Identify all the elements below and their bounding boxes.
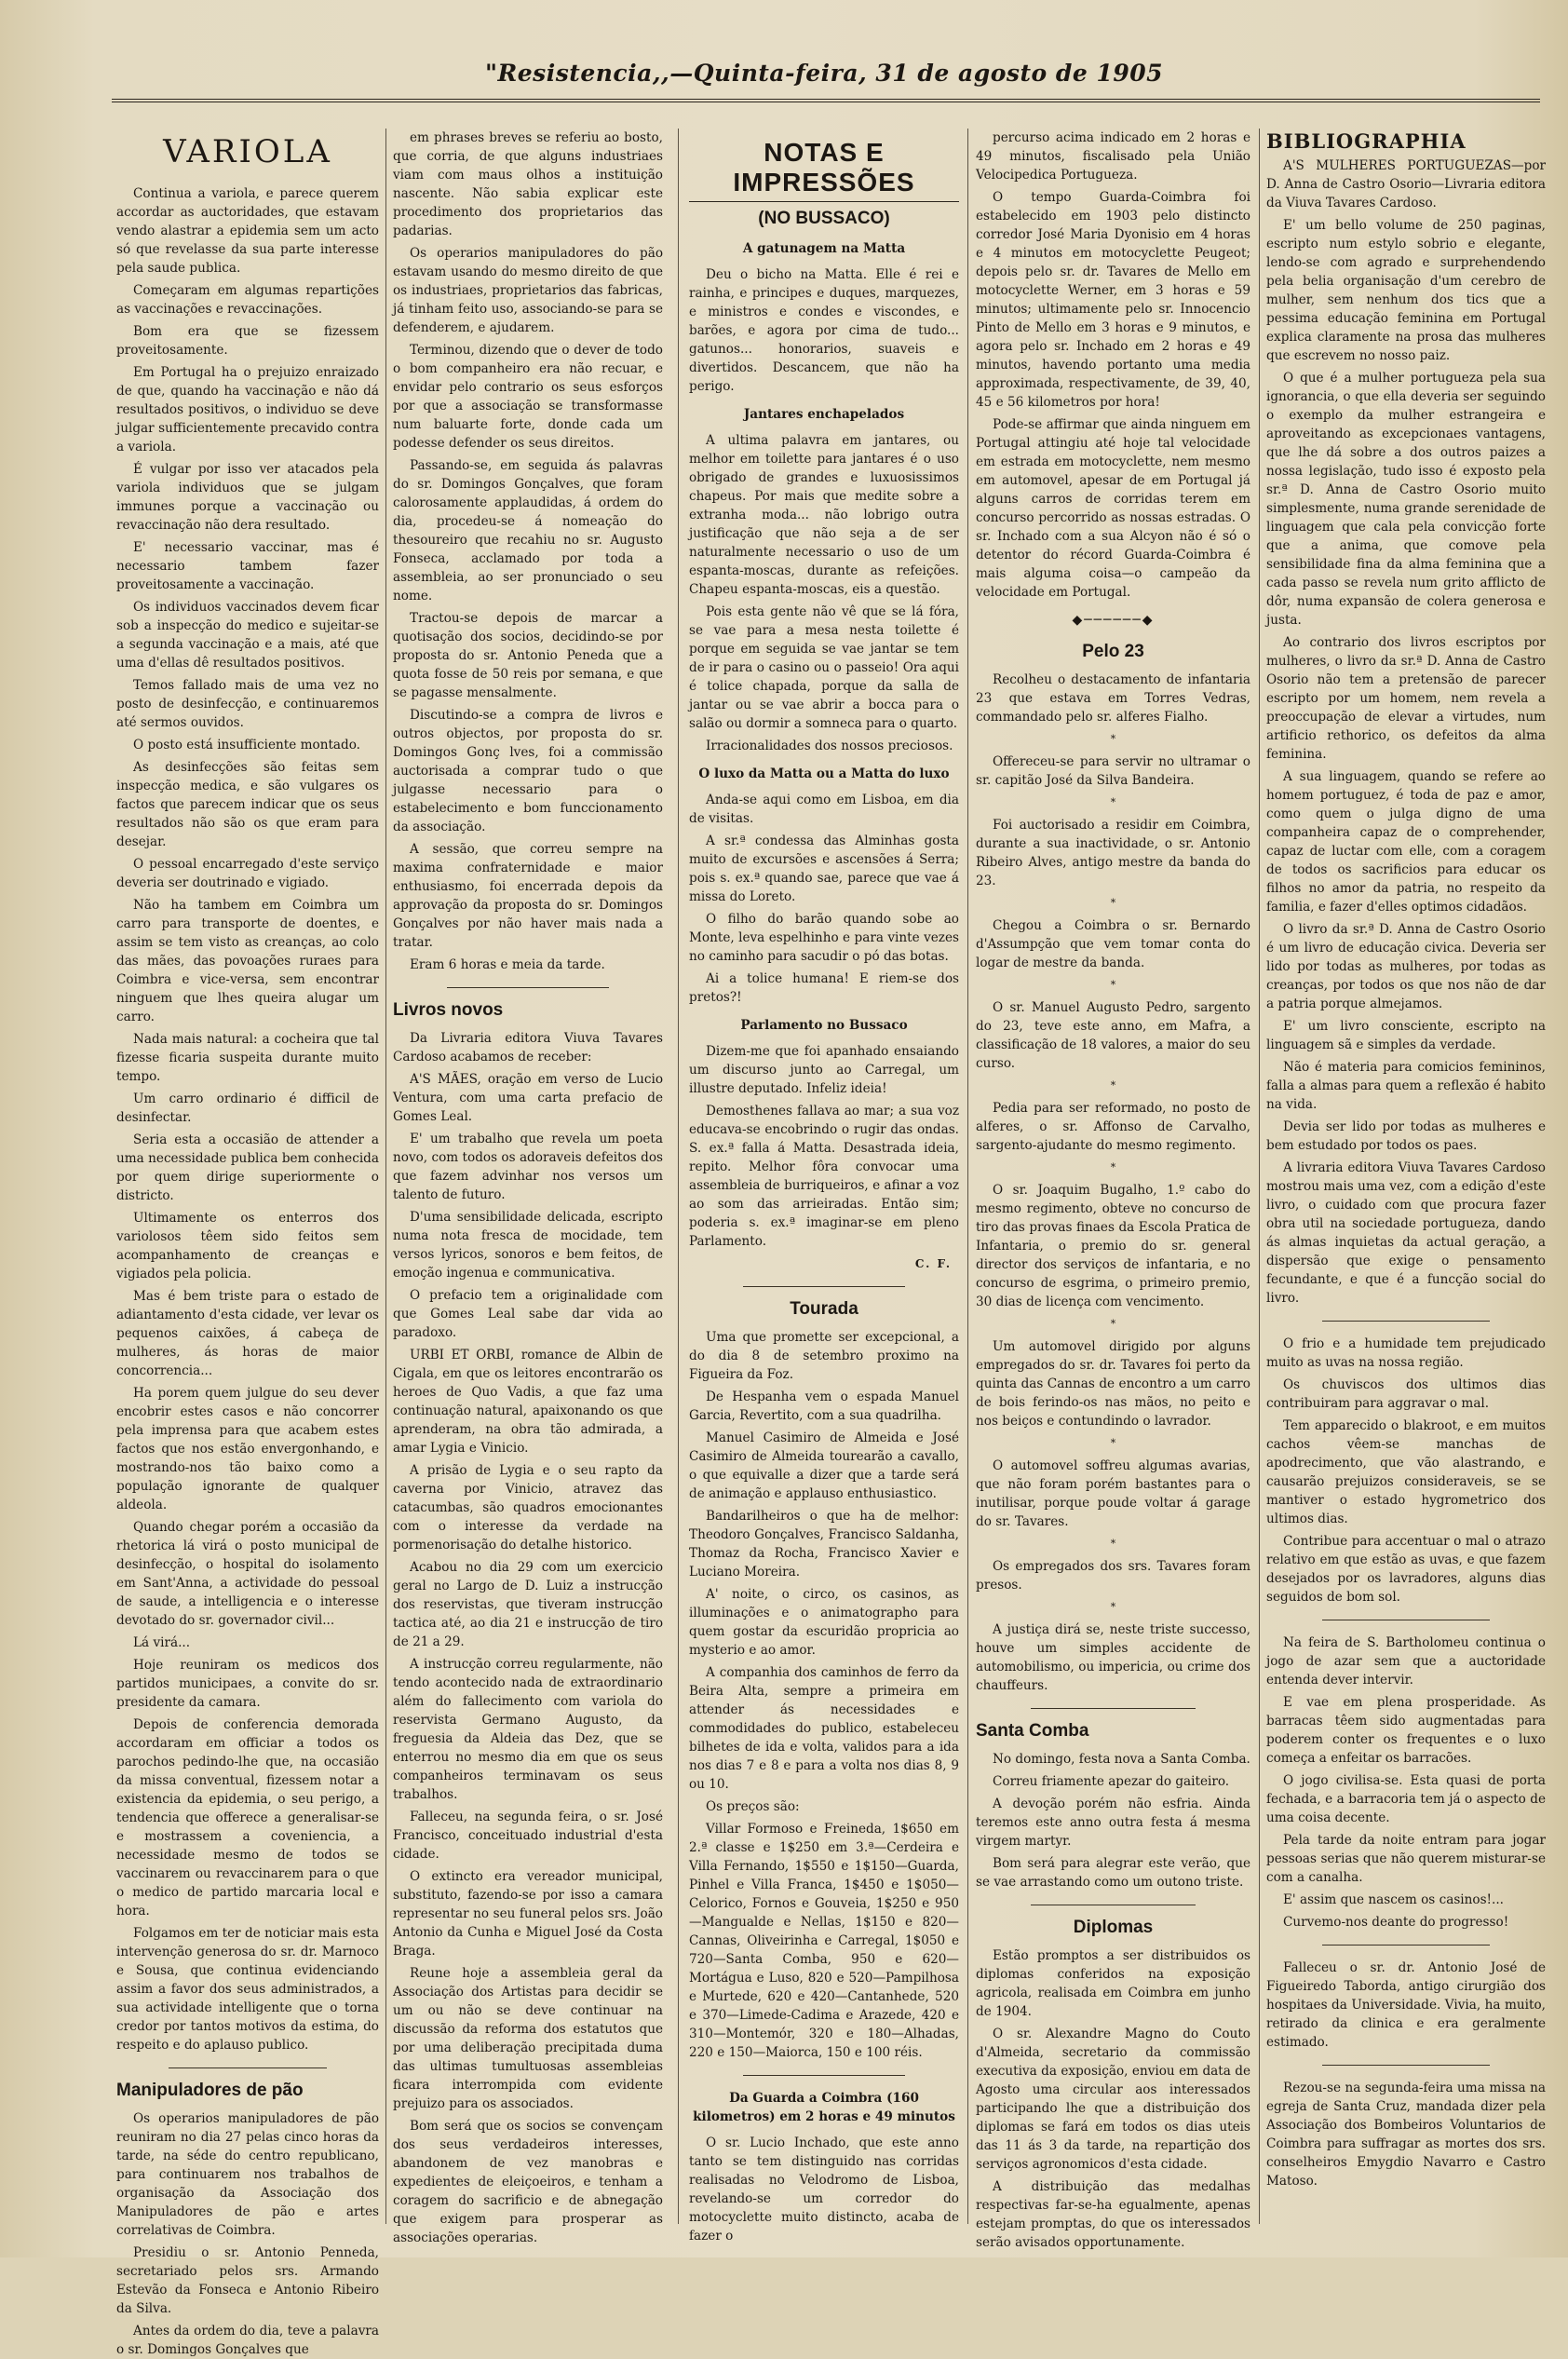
paragraph: Tractou-se depois de marcar a quotisação dos socios, decidindo-se por proposta do sr. Antonio Peneda que a quota fosse de 50 reis por semana, e que se pagasse mensalmente. — [393, 611, 663, 700]
paragraph: Pela tarde da noite entram para jogar pessoas serias que não querem misturar-se com a canalha. — [1266, 1833, 1546, 1885]
paragraph: Os individuos vaccinados devem ficar sob a inspecção do medico e sujeitar-se a segunda vaccinação e a mais, até que uma d'ellas dê resultados positivos. — [116, 600, 379, 671]
paragraph: Temos fallado mais de uma vez no posto de desinfecção, e continuaremos até sermos ouvidos. — [116, 678, 379, 730]
article-guarda-body — [689, 2134, 959, 2245]
paragraph: Offereceu-se para servir no ultramar o sr. capitão José da Silva Bandeira. — [976, 754, 1250, 788]
star-separator: * — [1110, 1079, 1116, 1091]
paragraph: Estão promptos a ser distribuidos os diplomas conferidos na exposição agricola, realisada em Coimbra em junho de 1904. — [976, 1948, 1250, 2019]
column-divider — [967, 129, 968, 2224]
paragraph: Falleceu o sr. dr. Antonio José de Figueiredo Taborda, antigo cirurgião dos hospitaes da Universidade. Vivia, ha muito, retirado da clinica e era geralmente estimado. — [1266, 1960, 1546, 2050]
paragraph: O filho do barão quando sobe ao Monte, leva espelhinho e para vinte vezes no caminho para sacudir o pó das botas. — [689, 912, 959, 964]
paragraph: O sr. Lucio Inchado, que este anno tanto se tem distinguido nas corridas realisadas no Velodromo de Lisboa, revelando-se um corredor do motocyclette muito distincto, acaba de fazer o — [689, 2135, 959, 2244]
paragraph: E' assim que nascem os casinos!... — [1283, 1892, 1504, 1907]
paragraph: A livraria editora Viuva Tavares Cardoso mostrou mais uma vez, com a edição d'este livro, o cuidado com que procura fazer obra util na sociedade portugueza, dando ás almas inquietas da actual geração, a dispersão que exige o pensamento fecundante, e que é a funcção social do livro. — [1266, 1160, 1546, 1306]
paragraph: A ultima palavra em jantares, ou melhor em toilette para jantares é o uso obrigado de grandes e luxuosissimos chapeus. Por mais que medite sobre a extranha moda... não lobrigo outra justificação que não seja a de ser naturalmente necessario o uso de um espanta-moscas, durante as refeições. Chapeu espanta-moscas, eis a questão. — [689, 433, 959, 597]
paragraph: Rezou-se na segunda-feira uma missa na egreja de Santa Cruz, mandada dizer pela Associação dos Bombeiros Voluntarios de Coimbra para suffragar as mortes dos srs. conselheiros Emygdio Navarro e Castro Matoso. — [1266, 2081, 1546, 2189]
article-title-santa-comba: Santa Comba — [976, 1721, 1089, 1741]
star-separator: * — [1110, 897, 1116, 909]
paragraph: URBI ET ORBI, romance de Albin de Cigala, em que os leitores encontrarão os heroes de Quo Vadis, a que faz uma continuação natural, apaixonando os que aprenderam, na obra tão admirada, a amar Lygia e Vinicio. — [393, 1348, 663, 1456]
paragraph: Depois de conferencia demorada accordaram em officiar a todos os parochos pedindo-lhe que, na occasião da missa conventual, fizessem notar a existencia da epidemia, o seu perigo, a tendencia que offerece a generalisar-se e mostrassem a coveniencia, a necessidade mesmo de todos se vaccinarem ou revaccinarem para o que o medico de partido marcaria local e hora. — [116, 1717, 379, 1918]
paragraph: O sr. Alexandre Magno do Couto d'Almeida, secretario da commissão executiva da exposição, enviou em data de Agosto uma circular aos interessados participando lhe que a distribuição dos diplomas se fará em todos os dias uteis das 11 ás 3 da tarde, na repartição dos serviços agronomicos d'esta cidade. — [976, 2027, 1250, 2172]
paragraph: Quando chegar porém a occasião da rhetorica lá virá o posto municipal de desinfecção, o hospital do isolamento em Sant'Anna, a actividade do pessoal de saude, a intelligencia e o interesse devotado do sr. governador civil... — [116, 1520, 379, 1628]
paragraph: Correu friamente apezar do gaiteiro. — [993, 1774, 1230, 1789]
paragraph: Dizem-me que foi apanhado ensaiando um discurso junto ao Carregal, um illustre deputado. Infeliz ideia! — [689, 1044, 959, 1096]
paragraph: em phrases breves se referiu ao bosto, que corria, de que alguns industriaes viam com maus olhos a instituição nascente. Não sabia explicar este procedimento dos proprietarios das padarias. — [393, 130, 663, 238]
paragraph: Ha porem quem julgue do seu dever encobrir estes casos e não concorrer pela imprensa para que acabem estes factos que nos estão envergonhando, e mostrando-nos tão baixo como a população ignorante de qualquer aldeola. — [116, 1386, 379, 1512]
article-manipuladores-continued — [393, 129, 663, 974]
paragraph: Eram 6 horas e meia da tarde. — [410, 957, 605, 972]
paragraph: O pessoal encarregado d'este serviço deveria ser doutrinado e vigiado. — [116, 857, 379, 890]
paragraph: O extincto era vereador municipal, substituto, fazendo-se por isso a camara representar no seu funeral pelos srs. João Antonio da Cunha e Miguel José da Costa Braga. — [393, 1869, 663, 1959]
column-5 — [1266, 129, 1546, 2252]
article-title-variola: VARIOLA — [163, 133, 332, 170]
star-separator: * — [1110, 1318, 1116, 1330]
article-pelo-23-body — [976, 671, 1250, 1695]
paragraph: Ao contrario dos livros escriptos por mulheres, o livro da sr.ª D. Anna de Castro Osorio não tem a pretensão de parecer escripto por um homem, nem revela a preoccupação de elevar a virtudes, num artificio rethorico, os defeitos da alma feminina. — [1266, 635, 1546, 762]
paragraph: Bom era que se fizessem proveitosamente. — [116, 324, 379, 358]
paragraph: Mas é bem triste para o estado de adiantamento d'esta cidade, ver levar os pequenos caixões, á cabeça de mulheres, ás horas de maior concorrencia... — [116, 1289, 379, 1378]
paragraph: Deu o bicho na Matta. Elle é rei e rainha, e principes e duques, marquezes, e ministros e condes e viscondes, e barões, e agora por cima de tudo... gatunos... honorarios, suaveis e divertidos. Descancem, que não ha perigo. — [689, 267, 959, 394]
paragraph: Curvemo-nos deante do progresso! — [1283, 1915, 1509, 1930]
article-title-notas: NOTAS E IMPRESSÕES — [689, 138, 959, 202]
paragraph: Não é materia para comicios femininos, falla a almas para quem a reflexão é habito na vida. — [1266, 1060, 1546, 1112]
paragraph: O livro da sr.ª D. Anna de Castro Osorio é um livro de educação civica. Deveria ser lido por todas as mulheres, por todas as creanças, por todos os que nos não de dar a patria porque almejamos. — [1266, 922, 1546, 1011]
paragraph: O que é a mulher portugueza pela sua ignorancia, o que ella deveria ser seguindo o exemplo da mulher estrangeira e aproveitando as excepcionaes vantagens, que lhe dá sobre a dos outros paizes a nossa legislação, tudo isso é exposto pela sr.ª D. Anna de Castro Osorio muito simplesmente, numa grande serenidade de linguagem que cala pela convicção forte que a anima, que comove pela sensibilidade fina da alma feminina que a cada passo se revela num grito afflicto de dôr, numa expansão de colera generosa e justa. — [1266, 371, 1546, 628]
article-title-pelo-23: Pelo 23 — [1082, 642, 1144, 661]
paragraph: A sessão, que correu sempre na maxima confraternidade e maior enthusiasmo, foi encerrada depois da approvação da proposta do sr. Domingos Gonçalves por não haver mais nada a tratar. — [393, 842, 663, 950]
paragraph: Os empregados dos srs. Tavares foram presos. — [976, 1559, 1250, 1593]
paragraph: Ai a tolice humana! E riem-se dos pretos?! — [689, 971, 959, 1005]
paragraph: E' um bello volume de 250 paginas, escripto num estylo sobrio e elegante, lendo-se com agrado e surprehendendo pela belia organisação d'um cerebro de mulher, sem nenhum dos tics que a pessima educação feminina em Portugal explica claramente na prosa das mulheres que escrevem no nosso paiz. — [1266, 218, 1546, 363]
paragraph: A' noite, o circo, os casinos, as illuminações e o animatographo para quem gostar da escuridão propricia ao mysterio e ao amor. — [689, 1587, 959, 1658]
paragraph: Contribue para accentuar o mal o atrazo relativo em que estão as uvas, e que fazem desejados por os lavradores, alguns dias seguidos de bom sol. — [1266, 1534, 1546, 1605]
paragraph: Uma que promette ser excepcional, a do dia 8 de setembro proximo na Figueira da Foz. — [689, 1330, 959, 1382]
article-diplomas-body — [976, 1946, 1250, 2252]
article-obituary-body — [1266, 1959, 1546, 2052]
paragraph: Os operarios manipuladores de pão reuniram no dia 27 pelas cinco horas da tarde, na séde do centro republicano, para continuarem nos trabalhos de organisação da Associação dos Manipuladores de pão e artes correlativas de Coimbra. — [116, 2111, 379, 2238]
divider — [447, 987, 609, 988]
paragraph: Bandarilheiros o que ha de melhor: Theodoro Gonçalves, Francisco Saldanha, Thomaz da Rocha, Francisco Xavier e Luciano Moreira. — [689, 1509, 959, 1579]
paragraph: O jogo civilisa-se. Esta quasi de porta fechada, e a barracoria tem já o aspecto de uma coisa decente. — [1266, 1773, 1546, 1825]
column-4 — [976, 129, 1250, 2252]
paragraph: Devia ser lido por todas as mulheres e bem estudado por todos os paes. — [1266, 1119, 1546, 1153]
paragraph: É vulgar por isso ver atacados pela variola individuos que se julgam immunes porque a vaccinação ou revaccinação não dera resultado. — [116, 462, 379, 533]
paragraph: Os preços são: — [706, 1799, 800, 1814]
divider — [1322, 1321, 1490, 1322]
paragraph: Chegou a Coimbra o sr. Bernardo d'Assumpção que vem tomar conta do logar de mestre da banda. — [976, 918, 1250, 970]
paragraph: A'S MÃES, oração em verso de Lucio Ventura, com uma carta prefacio de Gomes Leal. — [393, 1072, 663, 1124]
paragraph: Um automovel dirigido por alguns empregados do sr. dr. Tavares foi perto da quinta das Cannas de encontro a um carro de bois ferindo-os nas mãos, no peito e nos beiços e contundindo o lavrador. — [976, 1339, 1250, 1429]
paragraph: A sua linguagem, quando se refere ao homem portuguez, é toda de paz e amor, como quem o julga digno de uma companheira capaz de o comprehender, capaz de luctar com elle, com a coragem de todos os sacrificios para educar os filhos no amor da patria, no respeito da familia, e fazer d'elles optimos cidadãos. — [1266, 769, 1546, 915]
article-livros-body — [393, 1029, 663, 2247]
paragraph: Um carro ordinario é difficil de desinfectar. — [116, 1091, 379, 1125]
article-title-manipuladores: Manipuladores de pão — [116, 2081, 304, 2100]
paragraph: A distribuição das medalhas respectivas far-se-ha egualmente, apenas estejam promptas, do que os interessados serão avisados opportunamente. — [976, 2179, 1250, 2250]
article-subtitle-bussaco: (NO BUSSACO) — [758, 209, 890, 228]
paragraph: Antes da ordem do dia, teve a palavra o sr. Domingos Gonçalves que — [116, 2324, 379, 2357]
column-3 — [689, 129, 959, 2252]
article-tourada-body — [689, 1328, 959, 2062]
paragraph: Falleceu, na segunda feira, o sr. José Francisco, conceituado industrial d'esta cidade. — [393, 1810, 663, 1862]
section-jantares — [689, 431, 959, 755]
paragraph: O sr. Manuel Augusto Pedro, sargento do 23, teve este anno, em Mafra, a classificação de 18 valores, a maior do seu curso. — [976, 1000, 1250, 1071]
article-santa-comba-body — [976, 1750, 1250, 1891]
star-separator: * — [1110, 1437, 1116, 1449]
column-divider — [1259, 129, 1260, 2224]
paragraph: Não ha tambem em Coimbra um carro para transporte de doentes, e assim se tem visto as creanças, ao colo das mães, das povoações ruraes para Coimbra e vice-versa, sem encontrar ninguem que lhes queira alugar um carro. — [116, 898, 379, 1024]
paragraph: Pois esta gente não vê que se lá fóra, se vae para a mesa nesta toilette é porque em seguida se vae jantar se tem de ir para o casino ou o passeio! Ora aqui é tolice chapada, porque da salla de jantar ou se vae abrir a bocca para o salão ou dormir a somneca para o quarto. — [689, 604, 959, 731]
paragraph: Discutindo-se a compra de livros e outros objectos, por proposta do sr. Domingos Gonç lves, foi a commissão auctorisada a comprar tudo o que julgasse necessario para o estabelecimento e bom funccionamento da associação. — [393, 708, 663, 834]
paragraph: E' um livro consciente, escripto na linguagem sã e simples da verdade. — [1266, 1019, 1546, 1052]
paragraph: Passando-se, em seguida ás palavras do sr. Domingos Gonçalves, que foram calorosamente applaudidas, á ordem do dia, procedeu-se á nomeação do thesoureiro que recahiu no sr. Augusto Fonseca, acclamado por toda a assembleia, ao ser pronunciado o seu nome. — [393, 458, 663, 603]
article-missa-body — [1266, 2079, 1546, 2190]
paragraph: Presidiu o sr. Antonio Penneda, secretariado pelos srs. Armando Estevão da Fonseca e Antonio Ribeiro da Silva. — [116, 2245, 379, 2316]
paragraph: A sr.ª condessa das Alminhas gosta muito de excursões e ascensões á Serra; pois s. ex.ª quando sae, parece que vae á missa do Loreto. — [689, 834, 959, 904]
paragraph: A companhia dos caminhos de ferro da Beira Alta, sempre a primeira em attender ás necessidades e commodidades do publico, estabeleceu bilhetes de ida e volta, validos para a ida nos dias 7 e 8 e para a volta nos dias 8, 9 ou 10. — [689, 1665, 959, 1792]
column-2 — [393, 129, 663, 2252]
star-separator: * — [1110, 1161, 1116, 1173]
paragraph: Os chuviscos dos ultimos dias contribuiram para aggravar o mal. — [1266, 1377, 1546, 1411]
paragraph: Da Livraria editora Viuva Tavares Cardoso acabamos de receber: — [393, 1031, 663, 1064]
article-variola-body — [116, 184, 379, 2054]
article-manipuladores-body — [116, 2109, 379, 2359]
paragraph: Foi auctorisado a residir em Coimbra, durante a sua inactividade, o sr. Antonio Ribeiro Alves, antigo mestre da banda do 23. — [976, 818, 1250, 888]
paragraph: Nada mais natural: a cocheira que tal fizesse ficaria suspeita durante muito tempo. — [116, 1032, 379, 1084]
article-title-guarda-coimbra: Da Guarda a Coimbra (160 kilometros) em 2 horas e 49 minutos — [693, 2091, 955, 2124]
paragraph: Bom será que os socios se convençam dos seus verdadeiros interesses, abandonem de vez manobras e expedientes de eleiçoeiros, e tenham a coragem do sacrificio e de abnegação que exigem para prosperar as associações operarias. — [393, 2119, 663, 2245]
paragraph: Bom será para alegrar este verão, que se vae arrastando como um outono triste. — [976, 1856, 1250, 1890]
paragraph: O sr. Joaquim Bugalho, 1.º cabo do mesmo regimento, obteve no concurso de tiro das provas finaes da Escola Pratica de Infantaria, o premio do sr. general director dos serviços de infantaria, e no concurso de esgrima, o primeiro premio, 30 dias de licença com vencimento. — [976, 1183, 1250, 1309]
paragraph: A instrucção correu regularmente, não tendo acontecido nada de extraordinario além do fallecimento com variola do reservista Germano Augusto, da freguesia da Aldeia das Dez, que se enterrou no mesmo dia em que os seus companheiros terminavam os seus trabalhos. — [393, 1657, 663, 1802]
article-uvas-body — [1266, 1335, 1546, 1607]
paragraph: Seria esta a occasião de attender a uma necessidade publica bem conhecida por quem dirige superiormente o districto. — [116, 1132, 379, 1203]
paragraph: Lá virá... — [133, 1635, 191, 1650]
divider — [743, 2075, 905, 2076]
section-gatunagem — [689, 265, 959, 396]
paragraph: Anda-se aqui como em Lisboa, em dia de visitas. — [689, 793, 959, 826]
paragraph: Manuel Casimiro de Almeida e José Casimiro de Almeida tourearão a cavallo, o que equivalle a dizer que a tarde será de animação e applauso enthusiastico. — [689, 1430, 959, 1501]
column-1 — [116, 129, 379, 2357]
subheading-gatunagem: A gatunagem na Matta — [742, 241, 906, 256]
article-title-bibliographia: BIBLIOGRAPHIA — [1266, 129, 1467, 153]
paragraph: O posto está insufficiente montado. — [133, 738, 360, 752]
paragraph: O prefacio tem a originalidade com que Gomes Leal sabe dar vida ao paradoxo. — [393, 1288, 663, 1340]
paragraph: Os operarios manipuladores do pão estavam usando do mesmo direito de que os industriaes, proprietarios das fabricas, já tinham feito uso, associando-se para se defenderem, e ajudarem. — [393, 246, 663, 335]
paragraph: Folgamos em ter de noticiar mais esta intervenção generosa do sr. dr. Marnoco e Sousa, que continua evidenciando assim a favor dos seus administrados, a sua actividade intelligente que o torna credor por tantos motivos da estima, do respeito e do aplauso publico. — [116, 1926, 379, 2053]
article-title-diplomas: Diplomas — [1073, 1918, 1154, 1937]
section-luxo — [689, 791, 959, 1007]
paragraph: A justiça dirá se, neste triste successo, houve um simples accidente de automobilismo, ou impericia, ou crime dos chauffeurs. — [976, 1622, 1250, 1693]
divider — [1031, 1708, 1196, 1709]
subheading-parlamento: Parlamento no Bussaco — [740, 1018, 908, 1033]
paragraph: E vae em plena prosperidade. As barracas têem sido augmentadas para poderem conter os frequentes e o luxo começa a enfeitar os barracões. — [1266, 1695, 1546, 1766]
divider — [743, 1286, 905, 1287]
paragraph: Pode-se affirmar que ainda ninguem em Portugal attingiu até hoje tal velocidade em estrada em motocyclette, nem mesmo em automovel, apesar de em Portugal já alguns carros de corridas terem em concurso percorrido as nossas estradas. O sr. Inchado com a sua Alcyon não é só o detentor do récord Guarda-Coimbra é mais alguma coisa—o campeão da velocidade em Portugal. — [976, 417, 1250, 600]
star-separator: * — [1110, 1538, 1116, 1550]
top-rule — [112, 99, 1540, 102]
paragraph: Na feira de S. Bartholomeu continua o jogo de azar sem que a auctoridade entenda dever intervir. — [1266, 1635, 1546, 1688]
paragraph: Começaram em algumas repartições as vaccinações e revaccinações. — [116, 283, 379, 317]
star-separator: * — [1110, 1601, 1116, 1613]
paragraph: percurso acima indicado em 2 horas e 49 minutos, fiscalisado pela União Velocipedica Portugueza. — [976, 130, 1250, 183]
paragraph: Villar Formoso e Freineda, 1$650 em 2.ª classe e 1$250 em 3.ª—Cerdeira e Villa Fernando, 1$550 e 1$150—Guarda, Pinhel e Villa Franca, 1$450 e 1$050—Celorico, Fornos e Gouveia, 1$250 e 950—Mangualde e Nellas, 1$150 e 820—Cannas, Oliveirinha e Carregal, 1$050 e 720—Santa Comba, 950 e 620—Mortágua e Luso, 820 e 520—Pampilhosa e Murtede, 620 e 420—Cantanhede, 520 e 370—Limede-Cadima e Arazede, 420 e 310—Montemór, 320 e 180—Alhadas, 220 e 150—Maiorca, 150 e 100 réis. — [689, 1822, 959, 2060]
paragraph: Hoje reuniram os medicos dos partidos municipaes, a convite do sr. presidente da camara. — [116, 1658, 379, 1710]
article-feira-body — [1266, 1634, 1546, 1932]
paragraph: Irracionalidades dos nossos preciosos. — [706, 739, 953, 753]
paragraph: Demosthenes fallava ao mar; a sua voz educava-se encobrindo o rugir das ondas. S. ex.ª falla á Matta. Desastrada ideia, repito. Melhor fôra convocar uma assembleia de burriqueiros, e afinar a voz ao som das arrieiradas. Então sim; poderia s. ex.ª imaginar-se em pleno Parlamento. — [689, 1104, 959, 1249]
column-divider — [678, 129, 679, 2224]
paragraph: D'uma sensibilidade delicada, escripto numa nota fresca de mocidade, tem versos lyricos, sonoros e bem feitos, de emoção ingenua e communicativa. — [393, 1210, 663, 1281]
paragraph: Acabou no dia 29 com um exercicio geral no Largo de D. Luiz a instrucção dos reservistas, que tiveram instrucção tactica até, ao dia 21 e instrucção de tiro de 21 a 29. — [393, 1560, 663, 1649]
star-separator: * — [1110, 979, 1116, 991]
column-divider — [385, 129, 386, 2224]
paragraph: Terminou, dizendo que o dever de todo o bom companheiro era não recuar, e envidar pelo contrario os seus esforços por que a associação se transformasse num baluarte forte, donde cada um podesse defender os seus direitos. — [393, 343, 663, 451]
paragraph: Em Portugal ha o prejuizo enraizado de que, quando ha vaccinação e não dá resultados positivos, o individuo se deve julgar sufficientemente precavido contra a variola. — [116, 365, 379, 454]
article-bibliographia-body — [1266, 156, 1546, 1308]
divider — [1322, 2065, 1490, 2066]
section-parlamento — [689, 1042, 959, 1251]
paragraph: Tem apparecido o blakroot, e em muitos cachos vêem-se manchas de apodrecimento, que vão alastrando, e causarão prejuizos consideraveis, se se mantiver o estado hygrometrico dos ultimos dias. — [1266, 1418, 1546, 1526]
paragraph: O tempo Guarda-Coimbra foi estabelecido em 1903 pelo distincto corredor José Maria Dyonisio em 4 horas e 4 minutos em motocyclette Peugeot; depois pelo sr. dr. Tavares de Mello em motocyclette Werner, em 3 horas e 59 minutos; ultimamente pelo sr. Innocencio Pinto de Mello em 3 horas e 9 minutos, e agora pelo sr. Inchado em 2 horas e 49 minutos, havendo portanto uma media approximada, respectivamente, de 39, 40, 45 e 56 kilometros por hora! — [976, 190, 1250, 410]
paragraph: As desinfecções são feitas sem inspecção medica, e são vulgares os factos que parecem indicar que os seus resultados não são os que eram para desejar. — [116, 760, 379, 849]
paragraph: Ultimamente os enterros dos variolosos têem sido feitos sem acompanhamento de creanças e vigiados pela policia. — [116, 1211, 379, 1281]
paragraph: No domingo, festa nova a Santa Comba. — [993, 1752, 1250, 1767]
paragraph: Continua a variola, e parece querem accordar as auctoridades, que estavam vendo alastrar a epidemia sem um acto só que revelasse da sua parte interesse pela saude publica. — [116, 186, 379, 276]
paragraph: A'S MULHERES PORTUGUEZAS—por D. Anna de Castro Osorio—Livraria editora da Viuva Tavares Cardoso. — [1266, 158, 1546, 210]
paragraph: E' um trabalho que revela um poeta novo, com todos os adoraveis defeitos dos que fazem advinhar nos versos um talento de futuro. — [393, 1132, 663, 1202]
star-separator: * — [1110, 733, 1116, 745]
ornament-divider: ◆──────◆ — [1072, 613, 1155, 628]
signature: C. F. — [914, 1257, 952, 1270]
paragraph: A devoção porém não esfria. Ainda teremos este anno outra festa á mesma virgem martyr. — [976, 1796, 1250, 1849]
article-title-livros-novos: Livros novos — [393, 1000, 504, 1020]
paragraph: Recolheu o destacamento de infantaria 23 que estava em Torres Vedras, commandado pelo sr. alferes Fialho. — [976, 672, 1250, 725]
star-separator: * — [1110, 796, 1116, 808]
article-guarda-continued — [976, 129, 1250, 602]
subheading-jantares: Jantares enchapelados — [743, 407, 905, 422]
paragraph: E' necessario vaccinar, mas é necessario tambem fazer proveitosamente a vaccinação. — [116, 540, 379, 592]
article-title-tourada: Tourada — [790, 1299, 858, 1319]
subheading-luxo: O luxo da Matta ou a Matta do luxo — [698, 766, 950, 781]
paragraph: Pedia para ser reformado, no posto de alferes, o sr. Affonso de Carvalho, sargento-ajudante do mesmo regimento. — [976, 1101, 1250, 1153]
masthead: "Resistencia,,—Quinta-feira, 31 de agosto de 1905 — [484, 60, 1164, 87]
paragraph: O automovel soffreu algumas avarias, que não foram porém bastantes para o inutilisar, porque poude voltar á garage do sr. Tavares. — [976, 1458, 1250, 1529]
paragraph: O frio e a humidade tem prejudicado muito as uvas na nossa região. — [1266, 1336, 1546, 1370]
paragraph: Reune hoje a assembleia geral da Associação dos Artistas para decidir se um ou não se deve continuar na discussão da reforma dos estatutos que por uma deliberação precipitada duma das ultimas tumultuosas assembleias ficara interrompida com evidente prejuizo para os associados. — [393, 1966, 663, 2111]
paragraph: A prisão de Lygia e o seu rapto da caverna por Vinicio, atravez das catacumbas, são quadros emocionantes com o interesse da verdade na pormenorisação do detalhe historico. — [393, 1463, 663, 1552]
paragraph: De Hespanha vem o espada Manuel Garcia, Revertito, com a sua quadrilha. — [689, 1390, 959, 1423]
